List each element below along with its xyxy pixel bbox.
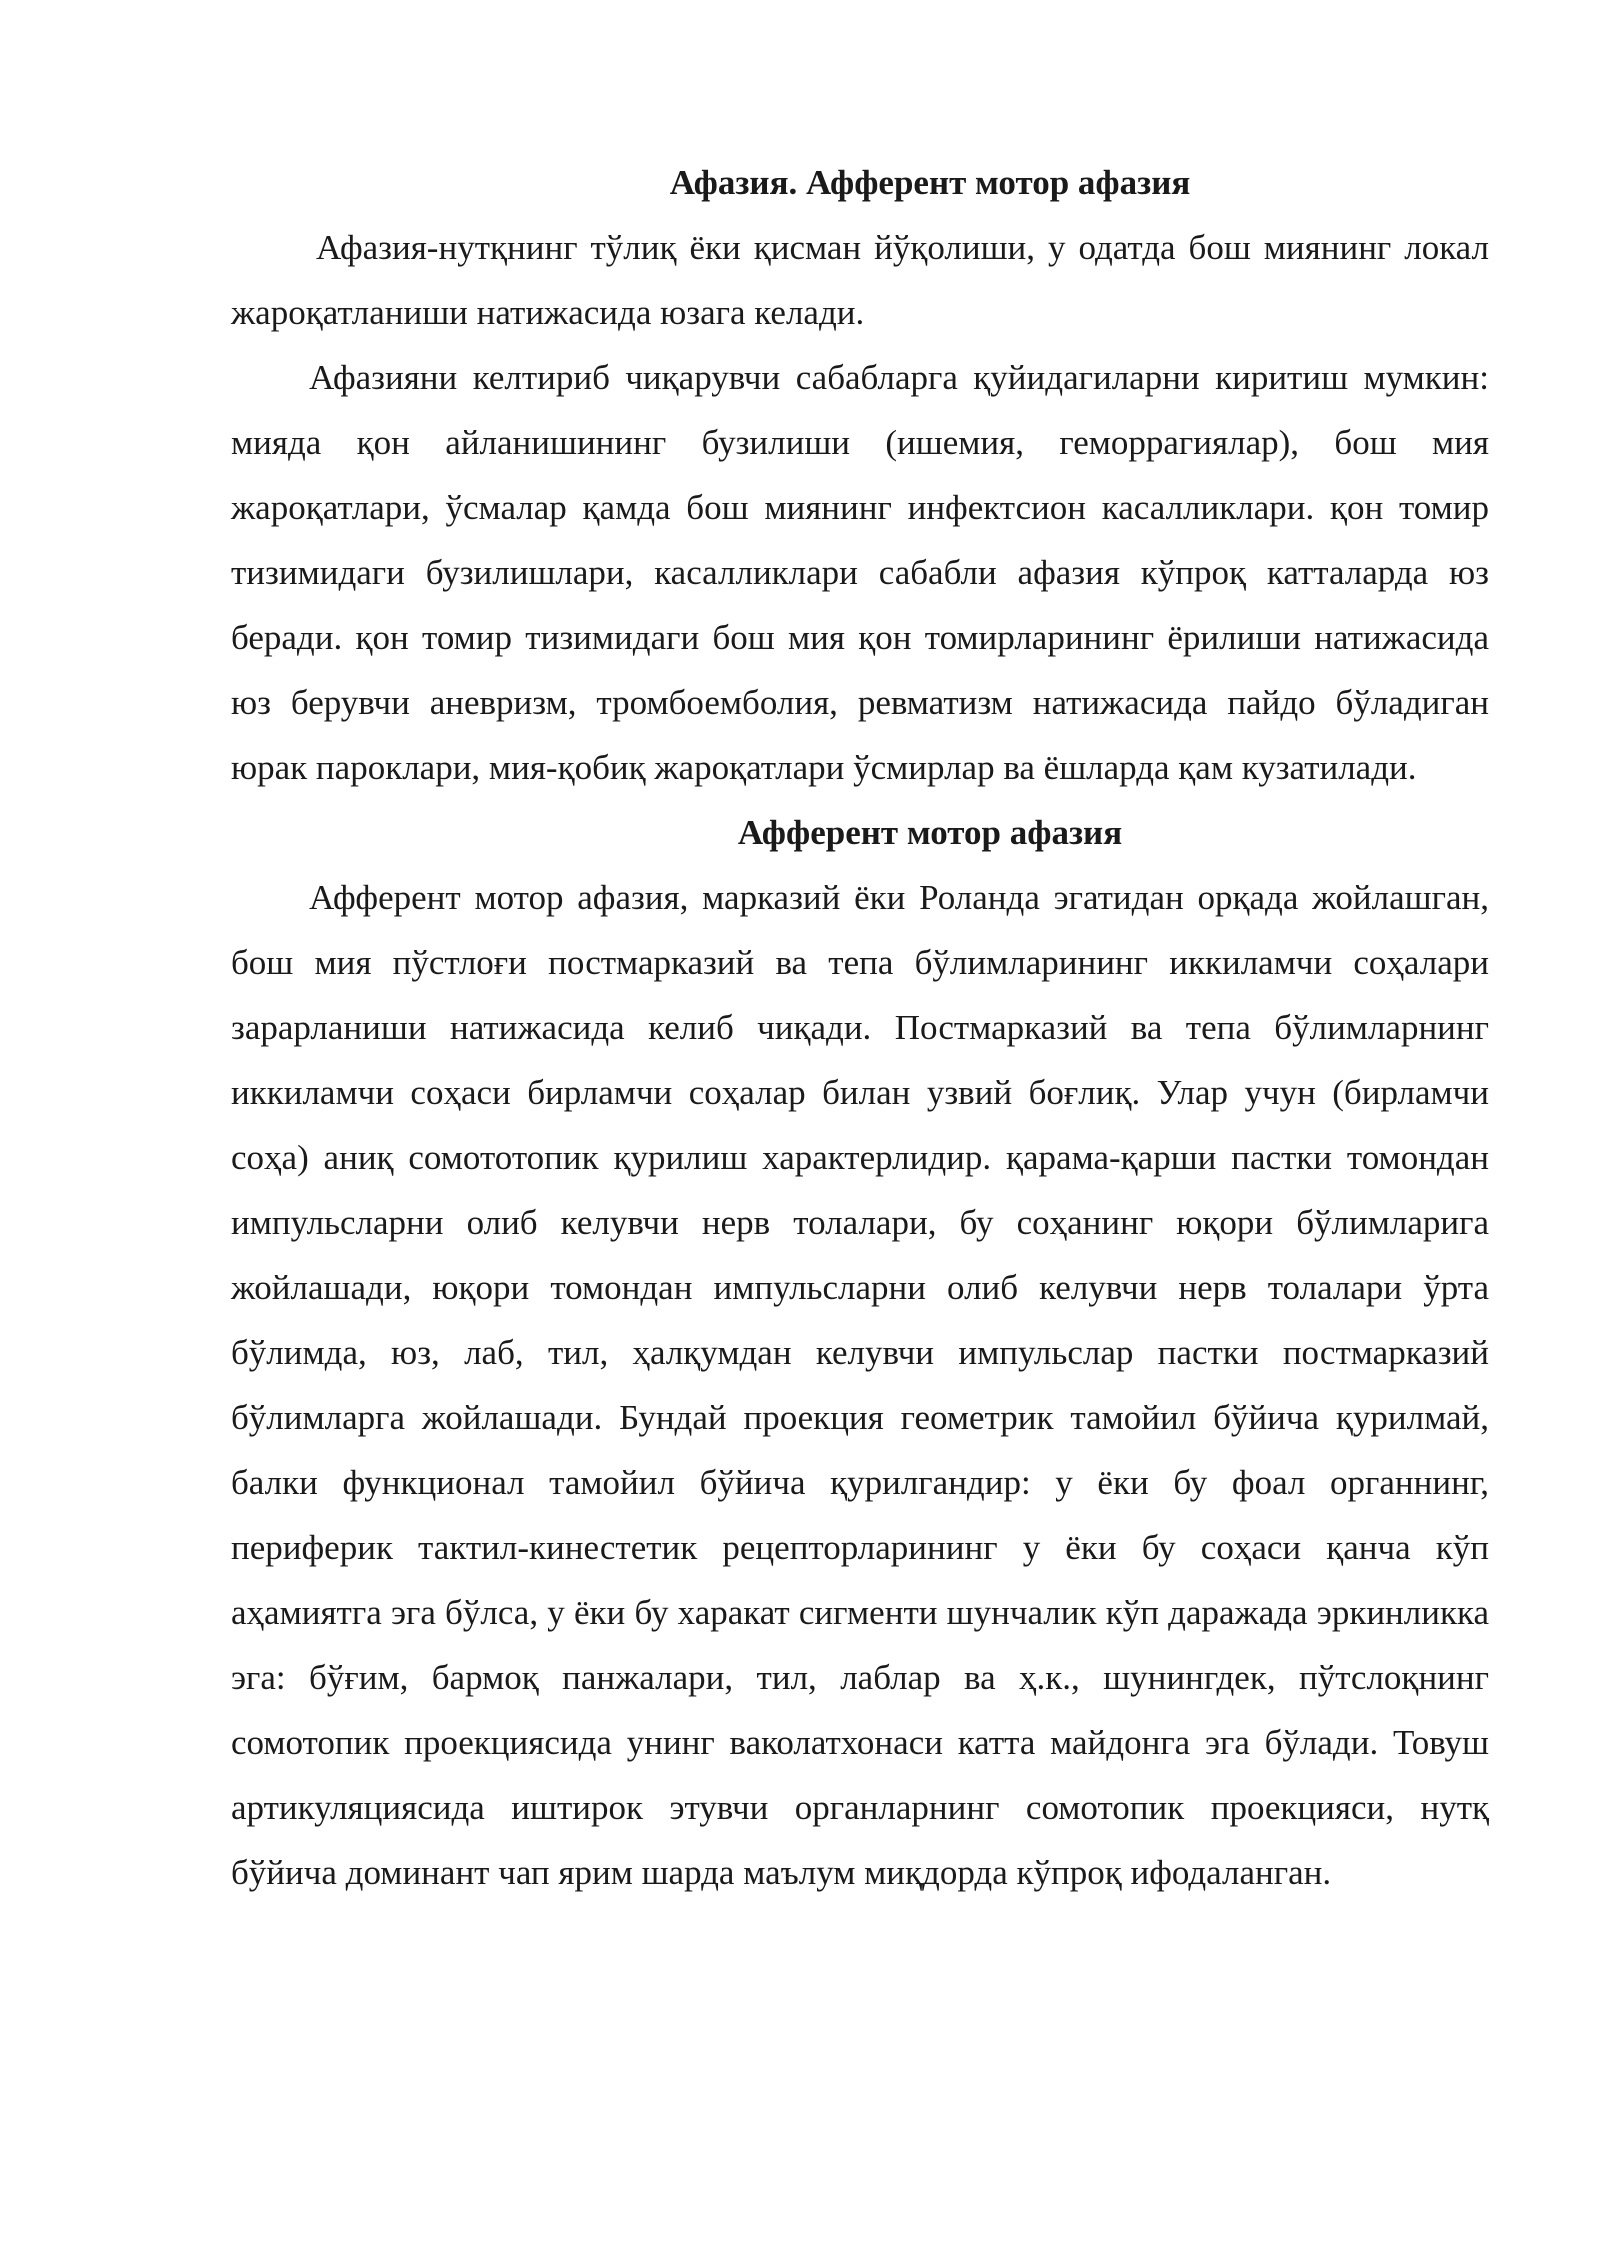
section-paragraph: Афферент мотор афазия, марказий ёки Роланда эгатидан орқада жойлашган, бош мия пўстлоғи постмарказий ва тепа бўлимларининг иккиламчи соҳалари зарарланиши натижасида келиб чиқади. Постмарказий ва тепа бўлимларнинг иккиламчи соҳаси бирламчи соҳалар билан узвий боғлиқ. Улар учун (бирламчи соҳа) аниқ сомототопик қурилиш характерлидир. қарама-қарши пастки томондан импульсларни олиб келувчи нерв толалари, бу соҳанинг юқори бўлимларига жойлашади, юқори томондан импульсларни олиб келувчи нерв толалари ўрта бўлимда, юз, лаб, тил, ҳалқумдан келувчи импульслар пастки постмарказий бўлимларга жойлашади. Бундай проекция геометрик тамойил бўйича қурилмай, балки функционал тамойил бўйича қурилгандир: у ёки бу фоал органнинг, периферик тактил-кинестетик рецепторларининг у ёки бу соҳаси қанча кўп аҳамиятга эга бўлса, у ёки бу харакат сигменти шунчалик кўп даражада эркинликка эга: бўғим, бармоқ панжалари, тил, лаблар ва ҳ.к., шунингдек, пўтслоқнинг сомотопик проекциясида унинг ваколатхонаси катта майдонга эга бўлади. Товуш артикуляциясида иштирок этувчи органларнинг сомотопик проекцияси, нутқ бўйича доминант чап ярим шарда маълум миқдорда кўпроқ ифодаланган.: [231, 878, 1489, 1892]
intro-paragraph: Афазия-нутқнинг тўлиқ ёки қисман йўқолиши, у одатда бош миянинг локал жароқатланиши натижасида юзага келади.: [231, 228, 1489, 332]
document-body: [231, 150, 1489, 1905]
section-heading: Афферент мотор афазия: [737, 813, 1123, 852]
document-title: Афазия. Афферент мотор афазия: [669, 163, 1191, 202]
causes-paragraph: Афазияни келтириб чиқарувчи сабабларга қуйидагиларни киритиш мумкин: мияда қон айланишининг бузилиши (ишемия, геморрагиялар), бош мия жароқатлари, ўсмалар қамда бош миянинг инфектсион касалликлари. қон томир тизимидаги бузилишлари, касалликлари сабабли афазия кўпроқ катталарда юз беради. қон томир тизимидаги бош мия қон томирларининг ёрилиши натижасида юз берувчи аневризм, тромбоемболия, ревматизм натижасида пайдо бўладиган юрак пароклари, мия-қобиқ жароқатлари ўсмирлар ва ёшларда қам кузатилади.: [231, 358, 1489, 787]
